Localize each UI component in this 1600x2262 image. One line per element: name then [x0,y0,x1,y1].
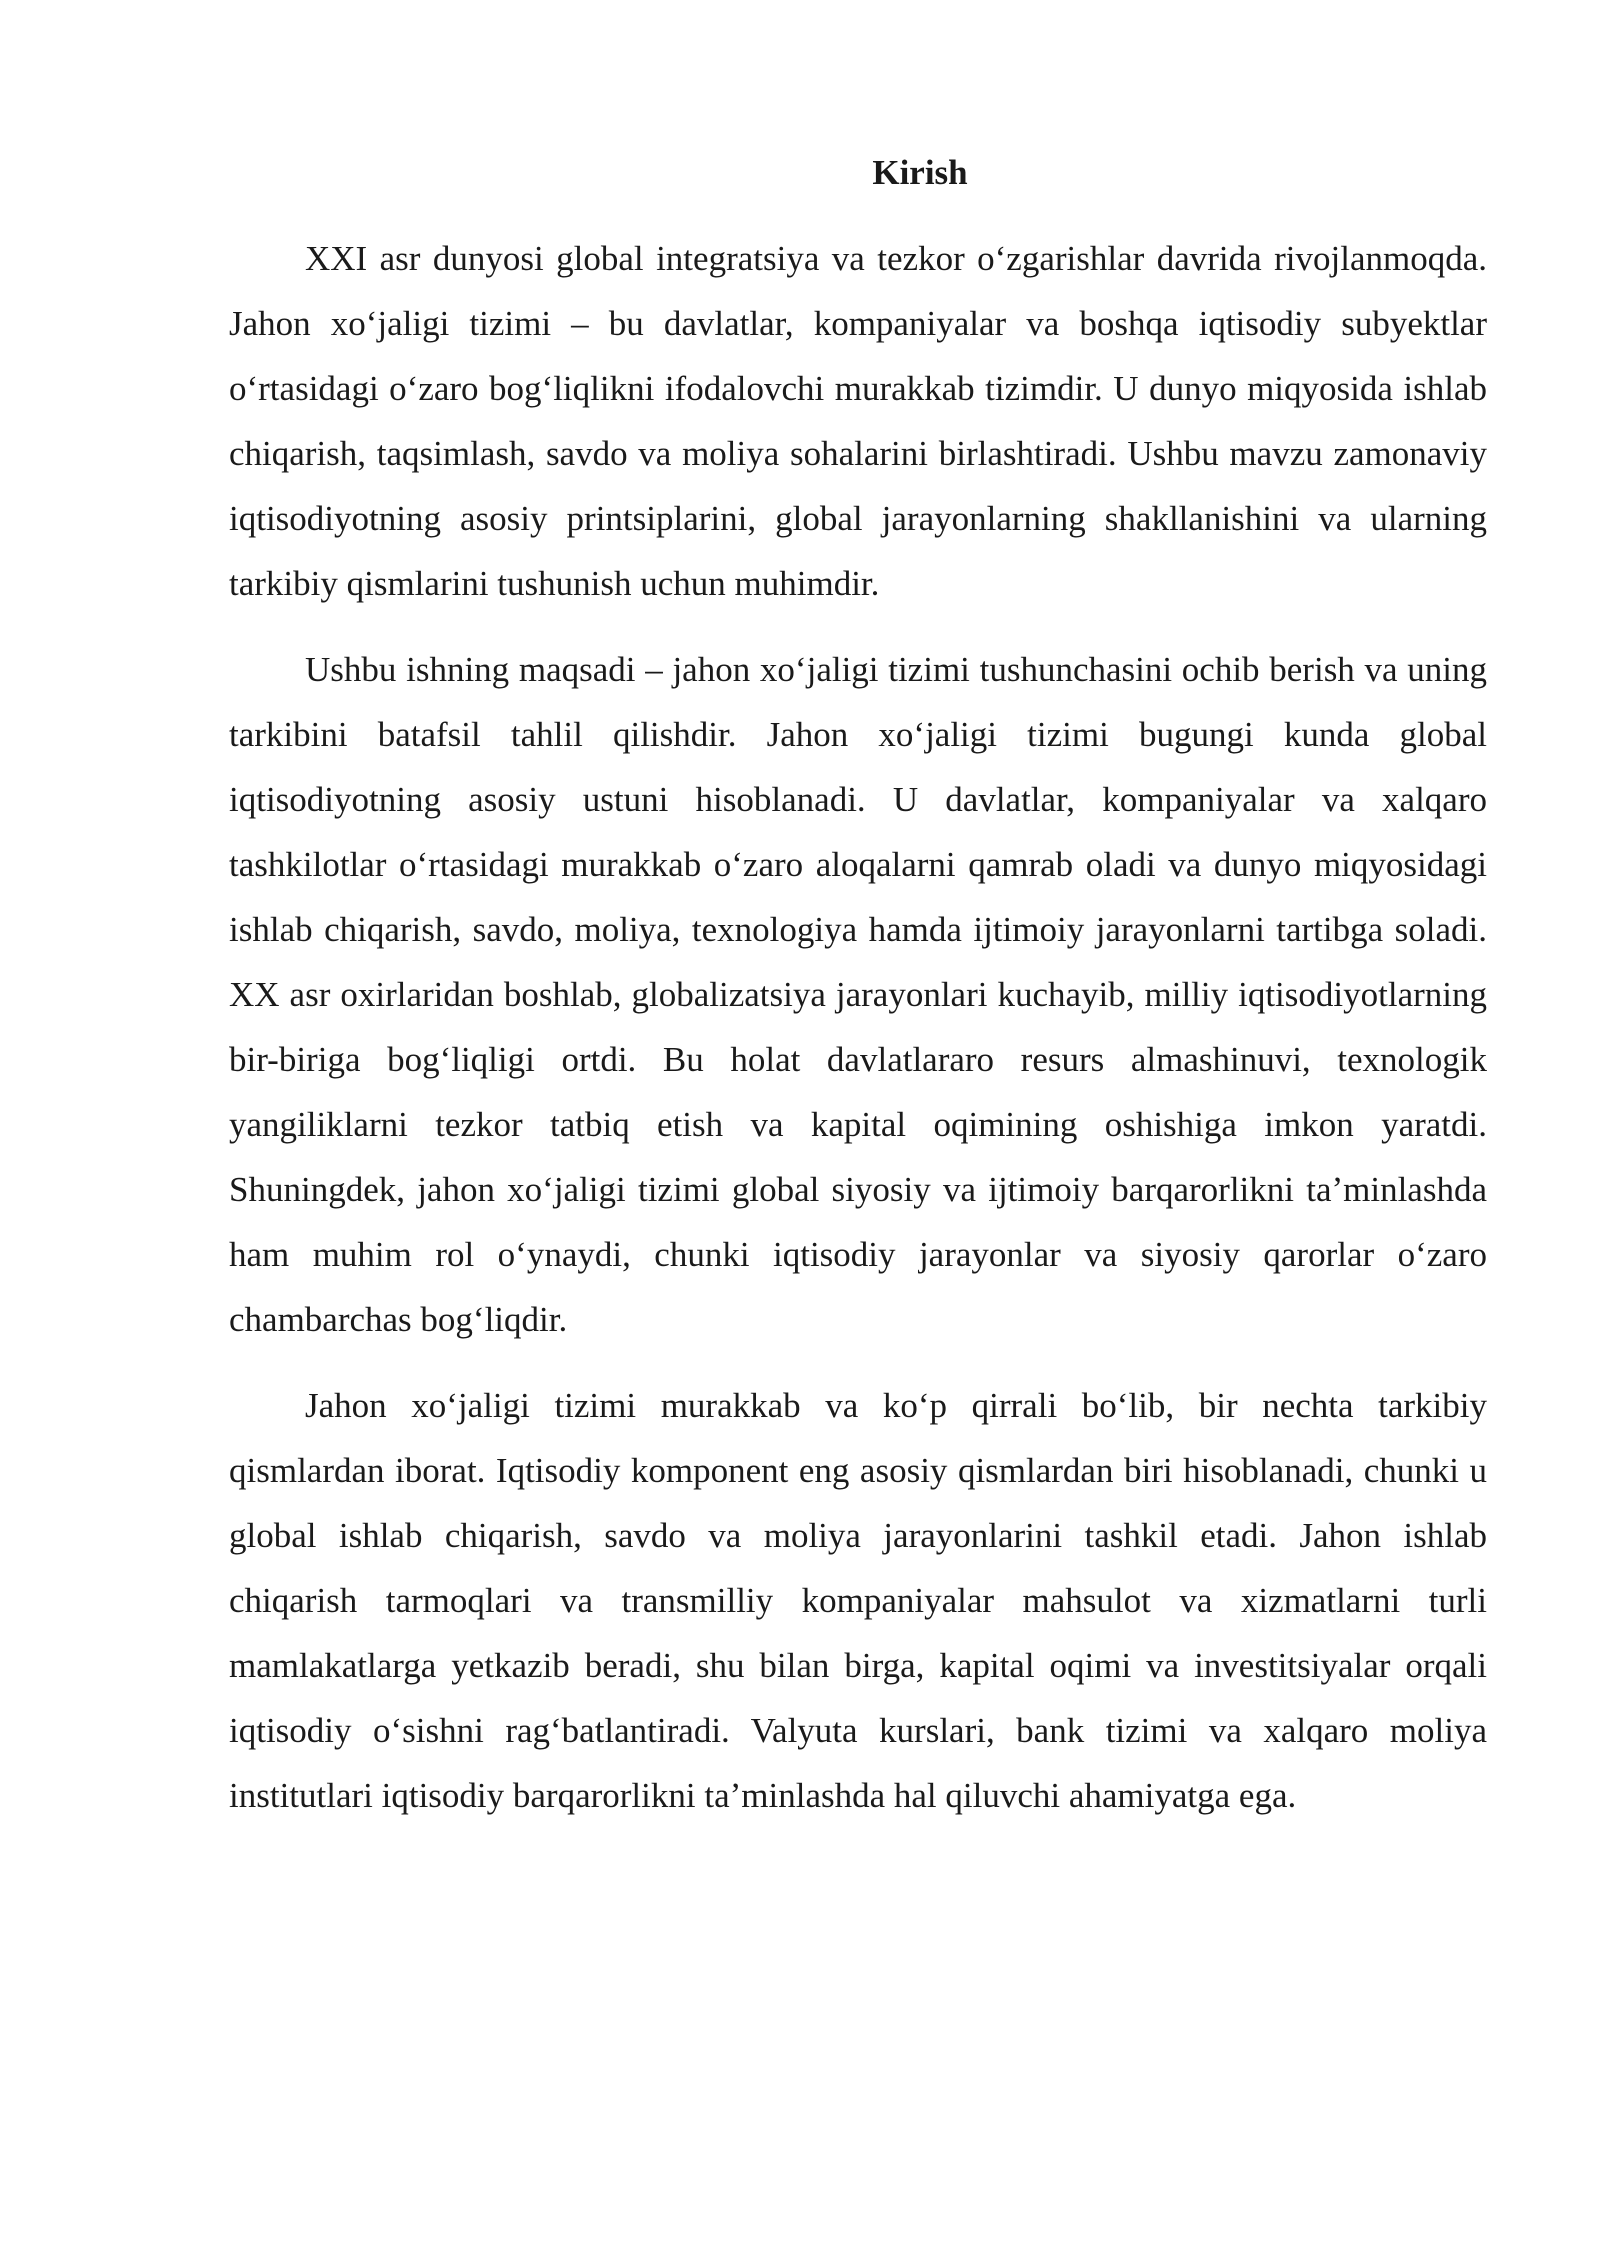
paragraph-structure: Jahon xoʻjaligi tizimi murakkab va koʻp qirrali boʻlib, bir nechta tarkibiy qismlardan iborat. Iqtisodiy komponent eng asosiy qismlardan biri hisoblanadi, chunki u global ishlab chiqarish, savdo va moliya jarayonlarini tashkil etadi. Jahon ishlab chiqarish tarmoqlari va transmilliy kompaniyalar mahsulot va xizmatlarni turli mamlakatlarga yetkazib beradi, shu bilan birga, kapital oqimi va investitsiyalar orqali iqtisodiy oʻsishni ragʻbatlantiradi. Valyuta kurslari, bank tizimi va xalqaro moliya institutlari iqtisodiy barqarorlikni taʼminlashda hal qiluvchi ahamiyatga ega. [229,1386,1487,1815]
paragraph-purpose: Ushbu ishning maqsadi – jahon xoʻjaligi tizimi tushunchasini ochib berish va uning tarkibini batafsil tahlil qilishdir. Jahon xoʻjaligi tizimi bugungi kunda global iqtisodiyotning asosiy ustuni hisoblanadi. U davlatlar, kompaniyalar va xalqaro tashkilotlar oʻrtasidagi murakkab oʻzaro aloqalarni qamrab oladi va dunyo miqyosidagi ishlab chiqarish, savdo, moliya, texnologiya hamda ijtimoiy jarayonlarni tartibga soladi. XX asr oxirlaridan boshlab, globalizatsiya jarayonlari kuchayib, milliy iqtisodiyotlarning bir-biriga bogʻliqligi ortdi. Bu holat davlatlararo resurs almashinuvi, texnologik yangiliklarni tezkor tatbiq etish va kapital oqimining oshishiga imkon yaratdi. Shuningdek, jahon xoʻjaligi tizimi global siyosiy va ijtimoiy barqarorlikni taʼminlashda ham muhim rol oʻynaydi, chunki iqtisodiy jarayonlar va siyosiy qarorlar oʻzaro chambarchas bogʻliqdir. [229,650,1487,1339]
document-body [229,148,1487,1849]
page-title: Kirish [872,153,968,192]
paragraph-intro: XXI asr dunyosi global integratsiya va tezkor oʻzgarishlar davrida rivojlanmoqda. Jahon xoʻjaligi tizimi – bu davlatlar, kompaniyalar va boshqa iqtisodiy subyektlar oʻrtasidagi oʻzaro bogʻliqlikni ifodalovchi murakkab tizimdir. U dunyo miqyosida ishlab chiqarish, taqsimlash, savdo va moliya sohalarini birlashtiradi. Ushbu mavzu zamonaviy iqtisodiyotning asosiy printsiplarini, global jarayonlarning shakllanishini va ularning tarkibiy qismlarini tushunish uchun muhimdir. [229,239,1487,603]
